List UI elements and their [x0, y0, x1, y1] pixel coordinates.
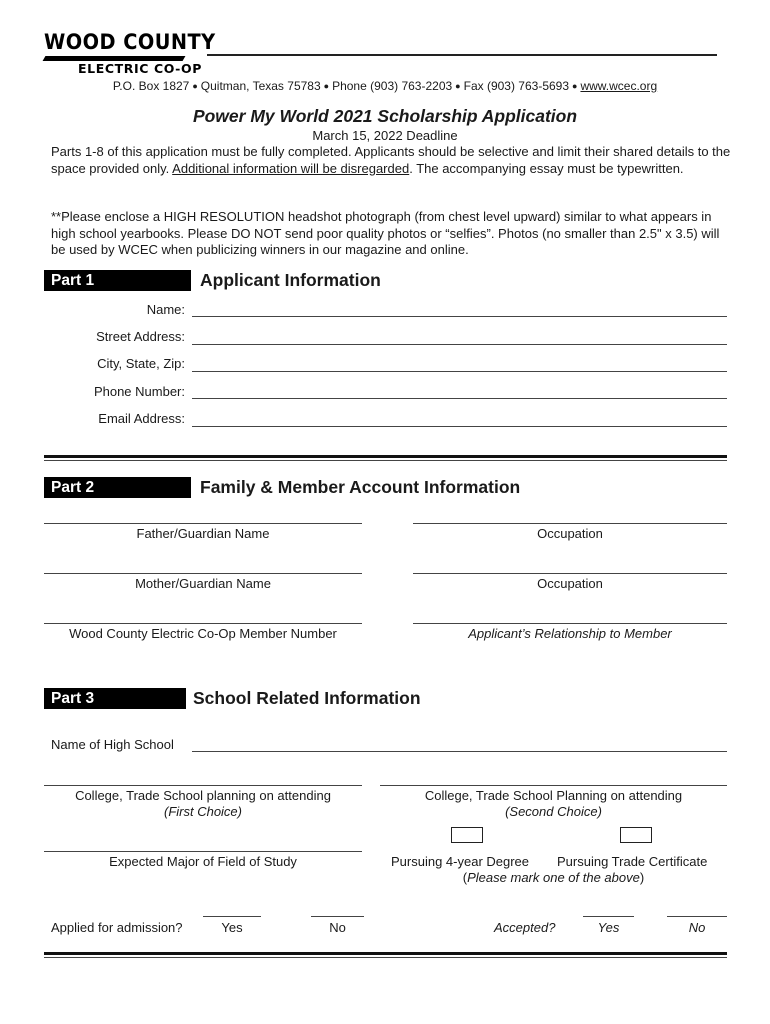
photo-instructions: **Please enclose a HIGH RESOLUTION headshot photograph (from chest level upward) similar to what appears in high school yearbooks. Please DO NOT send poor quality photos or “selfies”. Photos (no smaller than 2.5" x 3.5) will be used by WCEC when publicizing winners in our magazine and online. [51, 209, 720, 257]
part2-label: Part 2 [44, 477, 191, 498]
accepted-no-label: No [688, 920, 706, 935]
bottom-divider-thin [44, 957, 727, 958]
applied-yes-field[interactable] [203, 916, 261, 917]
phone-label: Phone Number: [93, 384, 185, 399]
fax: Fax (903) 763-5693 [463, 79, 570, 93]
part2-title: Family & Member Account Information [200, 477, 521, 497]
accepted-no-field[interactable] [667, 916, 727, 917]
street-field[interactable] [192, 344, 727, 345]
member-number-label: Wood County Electric Co-Op Member Number [69, 626, 337, 641]
bottom-divider [44, 952, 727, 955]
bullet-icon: ● [323, 81, 330, 91]
street-label: Street Address: [96, 329, 185, 344]
bullet-icon: ● [455, 81, 461, 91]
mother-occupation-field[interactable] [413, 573, 727, 574]
trade-checkbox[interactable] [620, 827, 652, 843]
mark-note: (Please mark one of the above) [462, 870, 645, 885]
header-rule [207, 54, 717, 56]
email-label: Email Address: [98, 411, 185, 426]
po-box: P.O. Box 1827 [112, 79, 190, 93]
instructions-text: Parts 1-8 of this application must be fully completed. Applicants should be selective and limit their shared details to the space provided only. [51, 144, 731, 176]
college2-label: College, Trade School Planning on attending [424, 788, 683, 803]
major-field[interactable] [44, 851, 362, 852]
mother-occupation-label: Occupation [537, 576, 603, 591]
logo-wood-county: WOOD COUNTY [44, 30, 216, 54]
bullet-icon: ● [192, 81, 198, 91]
trade-option-label: Pursuing Trade Certificate [557, 854, 708, 869]
instructions-text-end: . The accompanying essay must be typewritten. [409, 160, 684, 176]
member-number-field[interactable] [44, 623, 362, 624]
mark-note-text: Please mark one of the above [467, 870, 640, 885]
section-divider [44, 455, 727, 458]
father-field[interactable] [44, 523, 362, 524]
accepted-yes-label: Yes [597, 920, 620, 935]
father-occupation-field[interactable] [413, 523, 727, 524]
page-title: Power My World 2021 Scholarship Application [192, 106, 578, 126]
phone: Phone (903) 763-2203 [332, 79, 453, 93]
college1-sub: (First Choice) [163, 804, 242, 819]
relationship-label: Applicant’s Relationship to Member [468, 626, 672, 641]
logo-electric-coop: ELECTRIC CO-OP [78, 61, 202, 76]
applied-label: Applied for admission? [51, 920, 183, 935]
major-label: Expected Major of Field of Study [109, 854, 297, 869]
name-label: Name: [146, 302, 185, 317]
contact-address-line [0, 79, 770, 93]
city-state: Quitman, Texas 75783 [200, 79, 321, 93]
bullet-icon: ● [572, 81, 578, 91]
deadline: March 15, 2022 Deadline [312, 128, 458, 143]
college1-field[interactable] [44, 785, 362, 786]
father-label: Father/Guardian Name [136, 526, 270, 541]
city-field[interactable] [192, 371, 727, 372]
college2-field[interactable] [380, 785, 727, 786]
city-label: City, State, Zip: [97, 356, 185, 371]
email-field[interactable] [192, 426, 727, 427]
applied-yes-label: Yes [221, 920, 243, 935]
instructions-paragraph [51, 144, 731, 177]
part1-label: Part 1 [44, 270, 191, 291]
high-school-field[interactable] [192, 751, 727, 752]
name-field[interactable] [192, 316, 727, 317]
degree-option-label: Pursuing 4-year Degree [391, 854, 530, 869]
college1-label: College, Trade School planning on attending [75, 788, 331, 803]
accepted-label: Accepted? [494, 920, 556, 935]
website-link[interactable]: www.wcec.org [580, 79, 658, 93]
degree-checkbox[interactable] [451, 827, 483, 843]
applied-no-label: No [329, 920, 346, 935]
high-school-label: Name of High School [51, 737, 174, 752]
relationship-field[interactable] [413, 623, 727, 624]
part3-title: School Related Information [193, 688, 421, 708]
part3-label: Part 3 [44, 688, 186, 709]
part1-title: Applicant Information [200, 270, 381, 290]
college2-sub: (Second Choice) [505, 804, 602, 819]
mother-label: Mother/Guardian Name [135, 576, 271, 591]
section-divider-thin [44, 460, 727, 461]
father-occupation-label: Occupation [537, 526, 603, 541]
instructions-emphasis: Additional information will be disregarded [172, 160, 410, 176]
mother-field[interactable] [44, 573, 362, 574]
phone-field[interactable] [192, 398, 727, 399]
applied-no-field[interactable] [311, 916, 364, 917]
accepted-yes-field[interactable] [583, 916, 634, 917]
